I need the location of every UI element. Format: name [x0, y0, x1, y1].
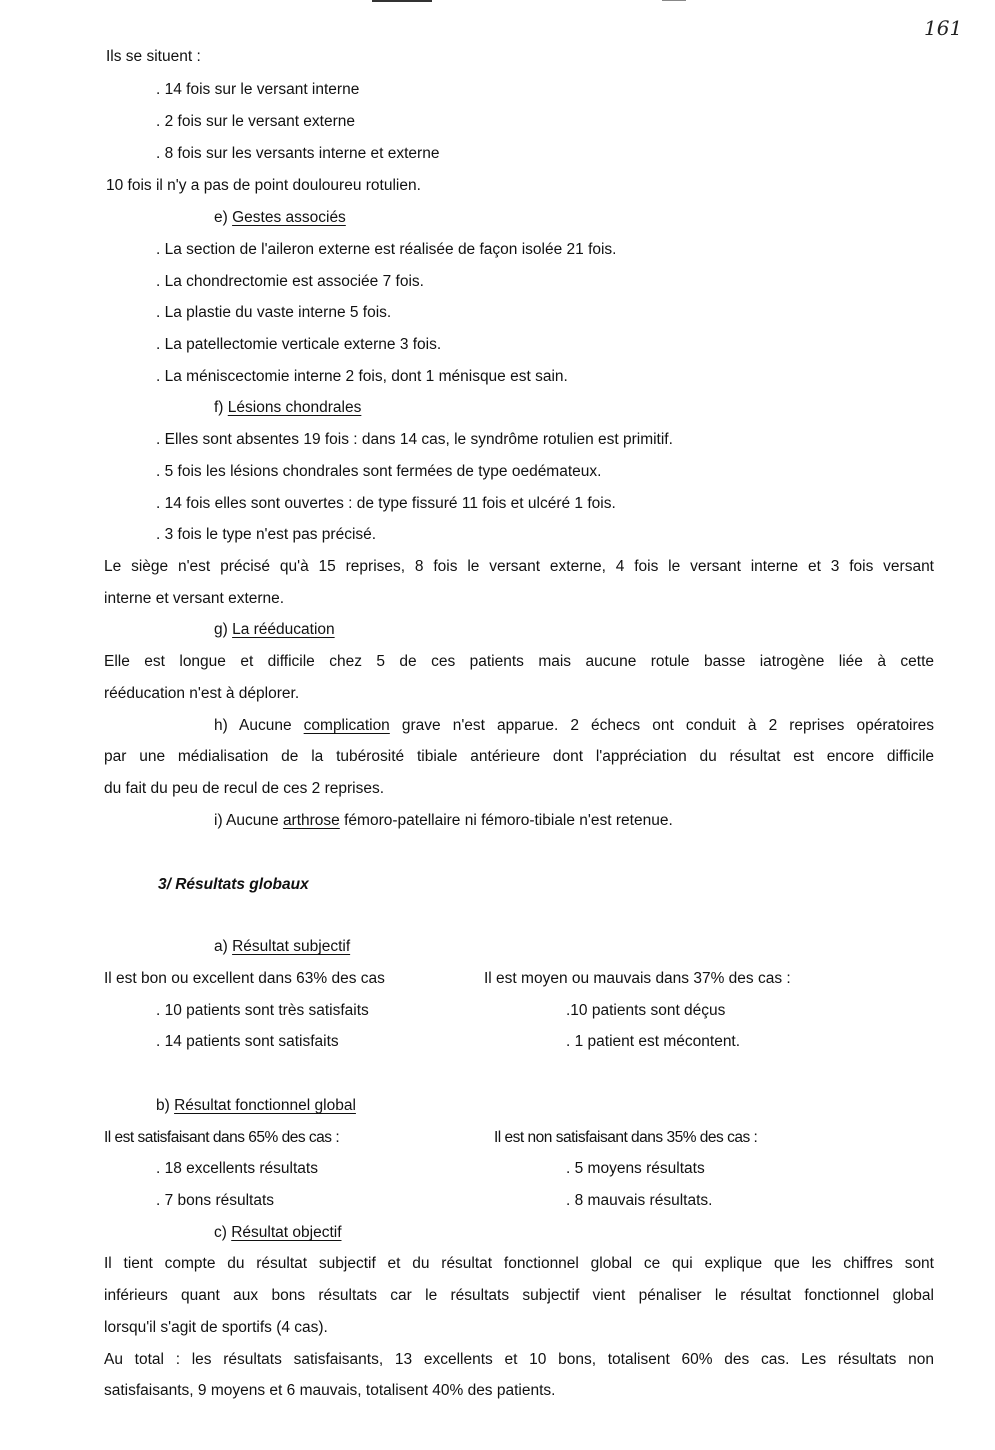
list-item: . 18 excellents résultats	[156, 1160, 318, 1177]
paragraph: Au total : les résultats satisfaisants, 13 excellents et 10 bons, totalisent 60% des cas. Les résultats non	[104, 1351, 934, 1368]
subsection-heading-e: e) Gestes associés	[214, 209, 346, 226]
list-item: . 7 bons résultats	[156, 1192, 275, 1209]
paragraph: Il tient compte du résultat subjectif et du résultat fonctionnel global ce qui explique que les chiffres sont	[104, 1255, 934, 1272]
list-item: . Elles sont absentes 19 fois : dans 14 cas, le syndrôme rotulien est primitif.	[156, 431, 673, 448]
scan-mark	[662, 0, 686, 1]
subsection-h: h) Aucune complication grave n'est apparue. 2 échecs ont conduit à 2 reprises opératoires	[214, 717, 935, 734]
list-item: . La plastie du vaste interne 5 fois.	[156, 304, 392, 321]
list-item: . 14 fois sur le versant interne	[156, 81, 360, 98]
paragraph: interne et versant externe.	[104, 590, 285, 607]
subsection-heading-a: a) Résultat subjectif	[214, 938, 351, 955]
list-item: . La patellectomie verticale externe 3 fois.	[156, 336, 442, 353]
paragraph: 10 fois il n'y a pas de point douloureu rotulien.	[106, 177, 421, 194]
subsection-heading-f: f) Lésions chondrales	[214, 399, 362, 416]
scan-mark	[372, 0, 432, 2]
paragraph: inférieurs quant aux bons résultats car le résultats subjectif vient pénaliser le résultat fonctionnel global	[104, 1287, 934, 1304]
list-item: . 5 fois les lésions chondrales sont fermées de type oedémateux.	[156, 463, 602, 480]
list-item: .10 patients sont déçus	[566, 1002, 726, 1019]
list-item: . 14 patients sont satisfaits	[156, 1033, 339, 1050]
subsection-heading-c: c) Résultat objectif	[214, 1224, 342, 1241]
paragraph: Le siège n'est précisé qu'à 15 reprises, 8 fois le versant externe, 4 fois le versant interne et 3 fois versant	[104, 558, 934, 575]
paragraph: rééducation n'est à déplorer.	[104, 685, 300, 702]
paragraph: Elle est longue et difficile chez 5 de ces patients mais aucune rotule basse iatrogène liée à cette	[104, 653, 934, 670]
paragraph: lorsqu'il s'agit de sportifs (4 cas).	[104, 1319, 328, 1336]
paragraph: du fait du peu de recul de ces 2 reprises.	[104, 780, 385, 797]
list-item: . 1 patient est mécontent.	[566, 1033, 741, 1050]
list-item: . La chondrectomie est associée 7 fois.	[156, 273, 424, 290]
list-item: . 2 fois sur le versant externe	[156, 113, 356, 130]
list-item: . 5 moyens résultats	[566, 1160, 705, 1177]
page-number: 161	[924, 16, 963, 40]
list-item: . 8 fois sur les versants interne et externe	[156, 145, 440, 162]
intro-text: Ils se situent :	[106, 48, 201, 65]
list-item: . 10 patients sont très satisfaits	[156, 1002, 369, 1019]
column-heading: Il est moyen ou mauvais dans 37% des cas :	[484, 970, 791, 987]
list-item: . La méniscectomie interne 2 fois, dont 1 ménisque est sain.	[156, 368, 568, 385]
subsection-heading-g: g) La rééducation	[214, 621, 335, 638]
paragraph: satisfaisants, 9 moyens et 6 mauvais, totalisent 40% des patients.	[104, 1382, 556, 1399]
list-item: . 3 fois le type n'est pas précisé.	[156, 526, 377, 543]
column-heading: Il est bon ou excellent dans 63% des cas	[104, 970, 385, 987]
section-title: 3/ Résultats globaux	[158, 876, 309, 893]
paragraph: par une médialisation de la tubérosité tibiale antérieure dont l'appréciation du résultat est encore difficile	[104, 748, 934, 765]
subsection-heading-b: b) Résultat fonctionnel global	[156, 1097, 356, 1114]
list-item: . 8 mauvais résultats.	[566, 1192, 713, 1209]
column-heading: Il est non satisfaisant dans 35% des cas :	[494, 1129, 758, 1146]
column-heading: Il est satisfaisant dans 65% des cas :	[104, 1129, 340, 1146]
list-item: . 14 fois elles sont ouvertes : de type fissuré 11 fois et ulcéré 1 fois.	[156, 495, 616, 512]
subsection-i: i) Aucune arthrose fémoro-patellaire ni fémoro-tibiale n'est retenue.	[214, 812, 673, 829]
list-item: . La section de l'aileron externe est réalisée de façon isolée 21 fois.	[156, 241, 617, 258]
